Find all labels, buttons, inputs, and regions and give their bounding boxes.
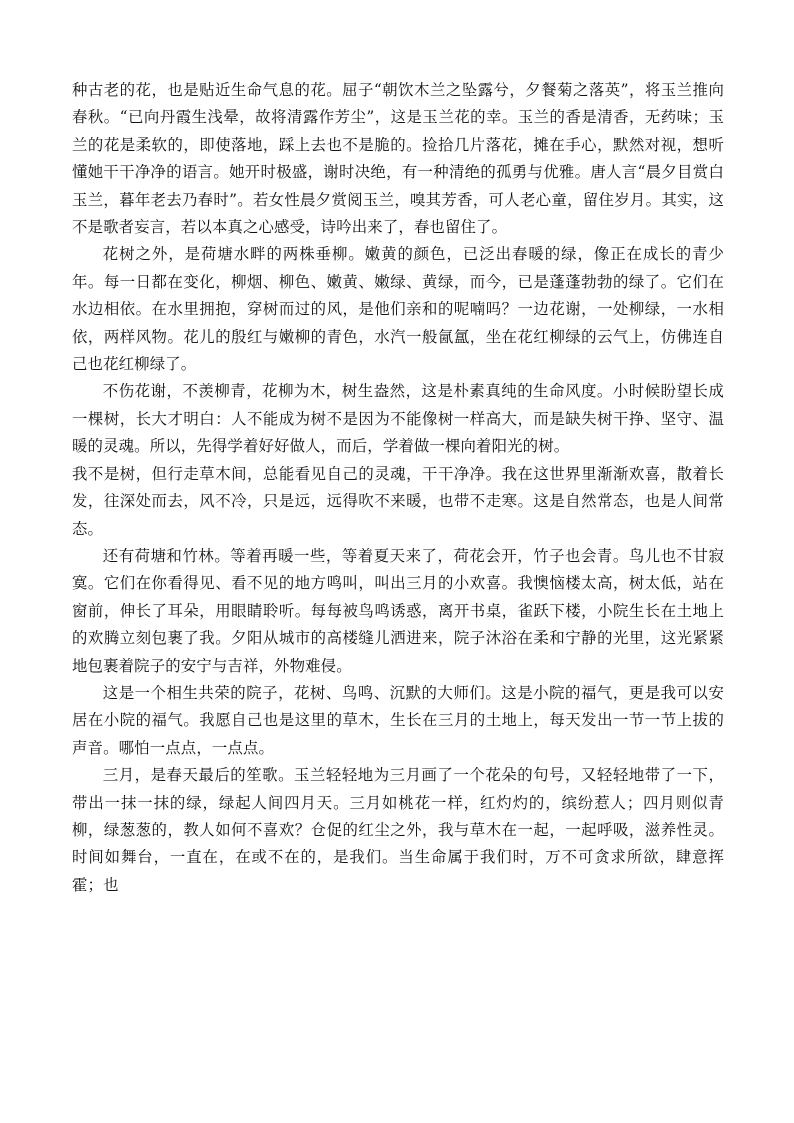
paragraph-3: 不伤花谢，不羡柳青，花柳为木，树生盎然，这是朴素真纯的生命风度。小时候盼望长成一棵树，长大才明白：人不能成为树不是因为不能像树一样高大，而是缺失树干挣、坚守、温暖的灵魂。所以，先得学着好好做人，而后，学着做一棵向着阳光的树。 [72, 382, 724, 456]
paragraph-5: 还有荷塘和竹林。等着再暖一些，等着夏天来了，荷花会开，竹子也会青。鸟儿也不甘寂寞。它们在你看得见、看不见的地方鸣叫，叫出三月的小欢喜。我懊恼楼太高，树太低，站在窗前，伸长了耳朵，用眼睛聆听。每每被鸟鸣诱惑，离开书桌，雀跃下楼，小院生长在土地上的欢腾立刻包裹了我。夕阳从城市的高楼缝儿洒进来，院子沐浴在柔和宁静的光里，这光紧紧地包裹着院子的安宁与吉祥，外物难侵。 [72, 546, 724, 675]
paragraph-2: 花树之外，是荷塘水畔的两株垂柳。嫩黄的颜色，已泛出春暖的绿，像正在成长的青少年。每一日都在变化，柳烟、柳色、嫩黄、嫩绿、黄绿，而今，已是蓬蓬勃勃的绿了。它们在水边相依。在水里拥抱，穿树而过的风，是他们亲和的呢喃吗？一边花谢，一处柳绿，一水相依，两样风物。花儿的殷红与嫩柳的青色，水汽一般氤氲，坐在花红柳绿的云气上，仿佛连自己也花红柳绿了。 [72, 245, 724, 374]
paragraph-1: 种古老的花，也是贴近生命气息的花。屈子“朝饮木兰之坠露兮，夕餐菊之落英”，将玉兰推向春秋。“已向丹霞生浅晕，故将清露作芳尘”，这是玉兰花的幸。玉兰的香是清香，无药味；玉兰的花是柔软的，即使落地，踩上去也不是脆的。捡拾几片落花，摊在手心，默然对视，想听懂她干干净净的语言。她开时极盛，谢时决绝，有一种清绝的孤勇与优雅。唐人言“晨夕目赏白玉兰，暮年老去乃春时”。若女性晨夕赏阅玉兰，嗅其芳香，可人老心童，留住岁月。其实，这不是歌者妄言，若以本真之心感受，诗吟出来了，春也留住了。 [72, 81, 724, 237]
paragraph-6: 这是一个相生共荣的院子，花树、鸟鸣、沉默的大师们。这是小院的福气，更是我可以安居在小院的福气。我愿自己也是这里的草木，生长在三月的土地上，每天发出一节一节上拔的声音。哪怕一点点，一点点。 [72, 683, 724, 757]
paragraph-4: 我不是树，但行走草木间，总能看见自己的灵魂，干干净净。我在这世界里渐渐欢喜，散着长发，往深处而去，风不冷，只是远，远得吹不来暖，也带不走寒。这是自然常态，也是人间常态。 [72, 464, 724, 538]
document-body [72, 77, 724, 899]
paragraph-7: 三月，是春天最后的笙歌。玉兰轻轻地为三月画了一个花朵的句号，又轻轻地带了一下，带出一抹一抹的绿，绿起人间四月天。三月如桃花一样，红灼灼的，缤纷惹人；四月则似青柳，绿葱葱的，教人如何不喜欢？仓促的红尘之外，我与草木在一起，一起呼吸，滋养性灵。时间如舞台，一直在，在或不在的，是我们。当生命属于我们时，万不可贪求所欲，肆意挥霍；也 [72, 766, 724, 894]
